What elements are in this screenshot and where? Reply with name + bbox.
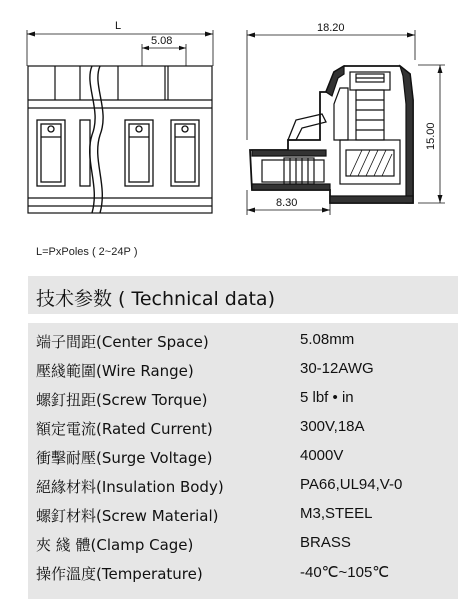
spec-value: -40℃~105℃ <box>300 564 390 581</box>
spec-row <box>28 534 458 560</box>
spec-label: 螺釘扭距(Screw Torque) <box>36 391 208 409</box>
spec-label: 衝擊耐壓(Surge Voltage) <box>36 449 213 467</box>
spec-label: 壓綫範圍(Wire Range) <box>36 362 194 380</box>
spec-row <box>28 331 458 357</box>
spec-value: 5.08mm <box>300 331 355 348</box>
specs-table <box>28 323 458 599</box>
section-header <box>28 276 458 314</box>
pitch-label: 5.08 <box>151 35 173 47</box>
spec-row <box>28 447 458 473</box>
section-title: 技术参数 ( Technical data) <box>36 288 275 310</box>
spec-row <box>28 360 458 386</box>
spec-label: 夾 綫 體(Clamp Cage) <box>36 536 194 554</box>
spec-label: 操作溫度(Temperature) <box>36 565 203 583</box>
length-label: L <box>115 20 122 32</box>
spec-value: 30-12AWG <box>300 360 374 377</box>
spec-label: 螺釘材料(Screw Material) <box>36 507 219 525</box>
spec-value: 5 lbf • in <box>300 389 354 406</box>
spec-value: 300V,18A <box>300 418 365 435</box>
height-label: 15.00 <box>425 122 437 150</box>
spec-value: BRASS <box>300 534 351 551</box>
spec-value: PA66,UL94,V-0 <box>300 476 403 493</box>
side-view <box>247 30 445 215</box>
spec-value: M3,STEEL <box>300 505 373 522</box>
offset-label: 8.30 <box>276 197 298 209</box>
spec-row <box>28 389 458 415</box>
spec-value: 4000V <box>300 447 344 464</box>
front-view <box>27 30 213 213</box>
spec-label: 端子間距(Center Space) <box>36 333 209 351</box>
spec-row <box>28 505 458 531</box>
depth-label: 18.20 <box>317 22 345 34</box>
technical-drawing <box>0 0 466 225</box>
spec-label: 絕緣材料(Insulation Body) <box>36 478 224 496</box>
spec-row <box>28 563 458 589</box>
spec-row <box>28 476 458 502</box>
spec-label: 額定電流(Rated Current) <box>36 420 213 438</box>
length-formula: L=PxPoles ( 2~24P ) <box>36 246 138 258</box>
spec-row <box>28 418 458 444</box>
